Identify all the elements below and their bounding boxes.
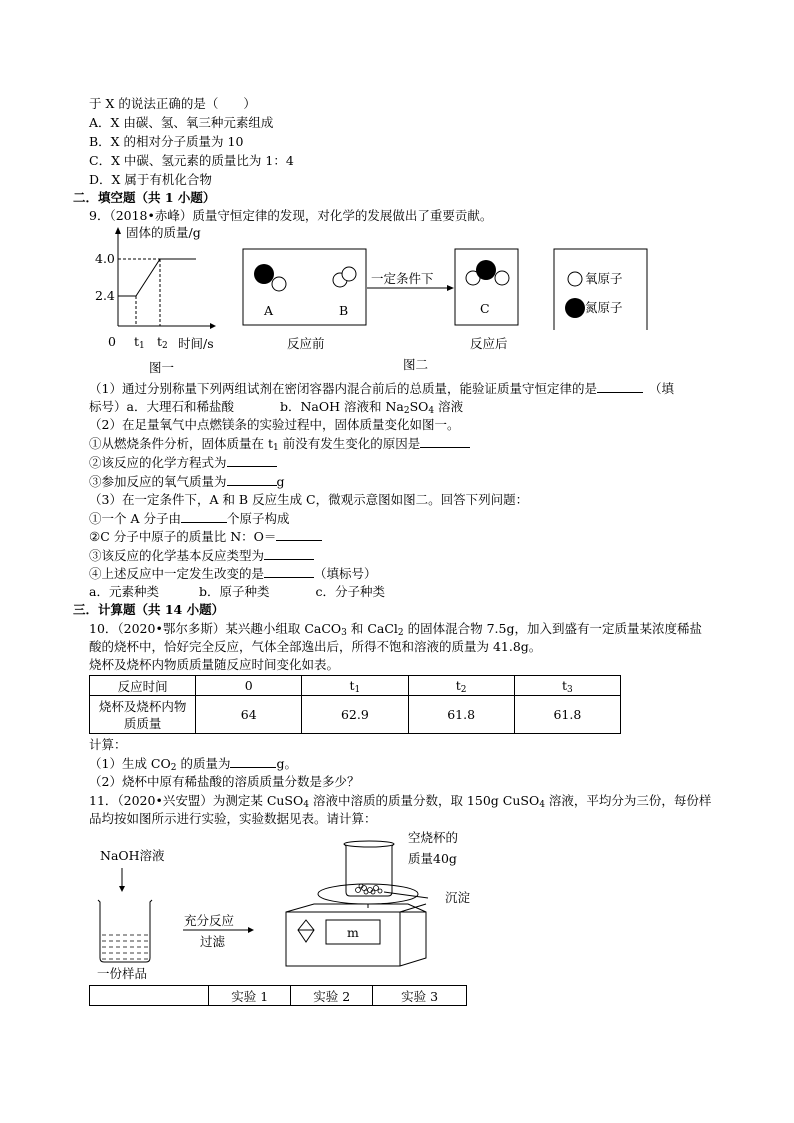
balance-display-m: m — [347, 925, 359, 940]
q9-part2-q2: ②该反应的化学方程式为 — [89, 455, 277, 471]
question-10-line3: 烧杯及烧杯内物质质量随反应时间变化如表。 — [89, 657, 340, 672]
molecule-b-label: B — [339, 303, 349, 318]
graph-y-tick-2-4: 2.4 — [95, 288, 115, 303]
graph-y-tick-4: 4.0 — [95, 251, 115, 266]
q10-data-table — [89, 675, 621, 734]
question-10-line2: 酸的烧杯中，恰好完全反应，气体全部逸出后，所得不饱和溶液的质量为 41.8g。 — [89, 639, 542, 654]
q9-part2-q3: ③参加反应的氧气质量为 g — [89, 474, 285, 489]
table-header: $t_2$ — [408, 676, 514, 696]
table-cell: 61.8 — [408, 696, 514, 734]
filtration-label: 过滤 — [200, 934, 226, 949]
table-row — [90, 676, 621, 696]
table-cell: 64 — [196, 696, 302, 734]
table-header: $t_1$ — [302, 676, 408, 696]
table-header: 0 — [196, 676, 302, 696]
molecule-c-label: C — [480, 301, 490, 316]
q8-option-b: B．X 的相对分子质量为 10 — [89, 134, 244, 149]
empty-beaker-label-line1: 空烧杯的 — [408, 830, 459, 845]
q10-calc-part2: （2）烧杯中原有稀盐酸的溶质质量分数是多少？ — [89, 774, 360, 789]
q9-options: a．元素种类 b．原子种类 c．分子种类 — [89, 584, 385, 599]
full-reaction-label: 充分反应 — [184, 913, 235, 928]
q9-part3-q3: ③该反应的化学基本反应类型为 — [89, 548, 314, 564]
figure-2-caption: 图二 — [403, 357, 429, 372]
section-3-heading: 三．计算题（共 14 小题） — [73, 602, 225, 617]
section-2-heading: 二．填空题（共 1 小题） — [73, 190, 216, 205]
table-cell: 61.8 — [514, 696, 620, 734]
q8-option-c: C．X 中碳、氢元素的质量比为 1：4 — [89, 153, 294, 168]
sample-label: 一份样品 — [97, 966, 148, 981]
table-cell: 烧杯及烧杯内物质质量 — [90, 696, 196, 734]
figure-2-diagram — [240, 246, 650, 330]
q9-part2-q1: ①从燃烧条件分析，固体质量在 $t_1$ 前没有发生变化的原因是 — [89, 436, 470, 452]
table-header: 实验 3 — [373, 986, 467, 1006]
table-cell: 62.9 — [302, 696, 408, 734]
question-10-line1: 10．（2020•鄂尔多斯）某兴趣小组取 CaCO$_3$ 和 CaCl$_2$ 的固体混合物 7.5g，加入到盛有一定质量某浓度稀盐 — [89, 621, 702, 638]
graph-y-label: 固体的质量/g — [126, 225, 201, 240]
q9-part2-stem: （2）在足量氧气中点燃镁条的实验过程中，固体质量变化如图一。 — [89, 417, 460, 432]
naoh-solution-label: NaOH溶液 — [100, 848, 165, 863]
graph-x-label: 时间/s — [178, 336, 214, 351]
graph-origin: 0 — [108, 334, 116, 349]
q9-part3-q2: ②C 分子中原子的质量比 N：O＝ — [89, 529, 322, 545]
legend-nitrogen: 氮原子 — [585, 300, 623, 315]
reaction-condition: 一定条件下 — [371, 271, 434, 286]
q10-calc-label: 计算： — [89, 737, 127, 752]
q11-data-table — [89, 985, 467, 1006]
table-row — [90, 696, 621, 734]
legend-oxygen: 氧原子 — [585, 271, 623, 286]
figure-1-caption: 图一 — [149, 360, 175, 375]
q8-option-a: A．X 由碳、氢、氧三种元素组成 — [89, 115, 274, 130]
q9-part3-q4: ④上述反应中一定发生改变的是 （填标号） — [89, 566, 377, 581]
precipitate-label: 沉淀 — [445, 890, 471, 905]
q10-calc-part1: （1）生成 $CO_2$ 的质量为 g。 — [89, 756, 297, 773]
question-11-line2: 品均按如图所示进行实验，实验数据见表。请计算： — [89, 811, 377, 826]
question-9-stem: 9．（2018•赤峰）质量守恒定律的发现，对化学的发展做出了重要贡献。 — [89, 208, 493, 223]
question-11-line1: 11．（2020•兴安盟）为测定某 CuSO$_4$ 溶液中溶质的质量分数，取 150g CuSO$_4$ 溶液，平均分为三份，每份样 — [89, 793, 712, 810]
empty-beaker-label-line2: 质量40g — [408, 851, 457, 866]
table-row — [90, 986, 467, 1006]
q9-part3-q1: ①一个 A 分子由 个原子构成 — [89, 511, 290, 526]
q9-part1-line1: （1）通过分别称量下列两组试剂在密闭容器内混合前后的总质量，能验证质量守恒定律的是 （填 — [89, 381, 674, 396]
table-header: 实验 2 — [291, 986, 373, 1006]
graph-x-tick-t2: $t_2$ — [157, 334, 168, 351]
molecule-a-label: A — [264, 303, 274, 318]
q8-option-d: D．X 属于有机化合物 — [89, 172, 212, 187]
table-header: $t_3$ — [514, 676, 620, 696]
table-header — [90, 986, 209, 1006]
q9-part1-line2: 标号）a．大理石和稀盐酸 b．NaOH 溶液和 $Na_2SO_4$ 溶液 — [89, 399, 464, 416]
q9-part3-stem: （3）在一定条件下，A 和 B 反应生成 C，微观示意图如图二。回答下列问题： — [89, 492, 529, 507]
after-reaction-label: 反应后 — [470, 336, 508, 351]
question-8-stem-tail: 于 X 的说法正确的是（ ） — [89, 96, 256, 111]
table-header: 实验 1 — [209, 986, 291, 1006]
table-header: 反应时间 — [90, 676, 196, 696]
before-reaction-label: 反应前 — [287, 336, 325, 351]
graph-x-tick-t1: $t_1$ — [134, 334, 145, 351]
